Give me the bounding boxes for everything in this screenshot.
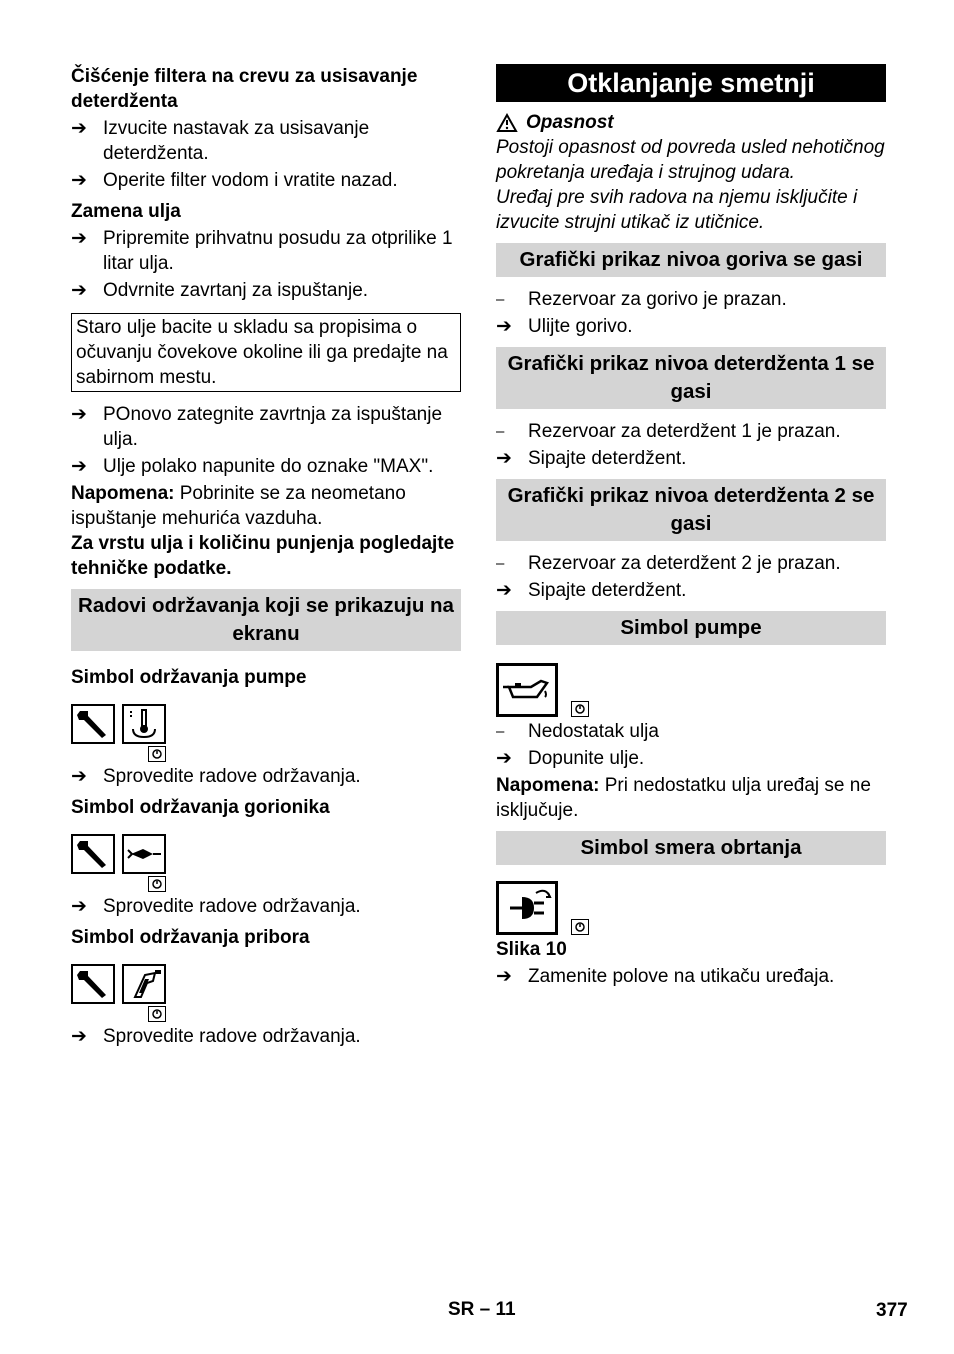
wrench-icon xyxy=(71,834,115,874)
accessory-gun-icon xyxy=(122,964,166,1004)
warning-triangle-icon xyxy=(496,113,518,133)
pump-thermometer-icon xyxy=(122,704,166,744)
maintenance-section-heading: Radovi održavanja koji se prikazuju na ekranu xyxy=(71,589,461,651)
wrench-icon xyxy=(71,964,115,1004)
list-item: – Rezervoar za deterdžent 1 je prazan. xyxy=(496,421,841,442)
list-item: ➔ Sipajte deterdžent. xyxy=(496,448,687,469)
list-item: ➔ Sprovedite radove održavanja. xyxy=(71,896,361,917)
rotation-symbol-figure xyxy=(496,881,886,935)
dash-icon: – xyxy=(496,423,505,440)
left-column xyxy=(71,64,461,1051)
list-item: ➔ Pripremite prihvatnu posudu za otprilike 1 litar ulja. xyxy=(71,228,453,274)
arrow-icon: ➔ xyxy=(496,580,512,601)
burner-maintenance-heading: Simbol održavanja gorionika xyxy=(71,797,330,818)
list-item: – Nedostatak ulja xyxy=(496,721,659,742)
list-item: ➔ Sprovedite radove održavanja. xyxy=(71,766,361,787)
list-item: ➔ Zamenite polove na utikaču uređaja. xyxy=(496,966,835,987)
accessory-maintenance-symbols xyxy=(71,964,461,1004)
danger-label: Opasnost xyxy=(526,112,614,133)
clock-icon xyxy=(148,1006,166,1022)
arrow-icon: ➔ xyxy=(71,280,87,301)
arrow-icon: ➔ xyxy=(71,456,87,477)
list-item: – Rezervoar za gorivo je prazan. xyxy=(496,289,787,310)
list-item: ➔ Sprovedite radove održavanja. xyxy=(71,1026,361,1047)
list-item: ➔ Ulijte gorivo. xyxy=(496,316,633,337)
clock-icon xyxy=(148,746,166,762)
rotation-symbol-heading: Simbol smera obrtanja xyxy=(496,831,886,865)
arrow-icon: ➔ xyxy=(496,316,512,337)
note-text: Pobrinite se za neometano ispuštanje mehurića vazduha. xyxy=(71,483,406,529)
fuel-gauge-heading: Grafički prikaz nivoa goriva se gasi xyxy=(496,243,886,277)
arrow-icon: ➔ xyxy=(71,404,87,425)
arrow-icon: ➔ xyxy=(71,896,87,917)
danger-text-1: Postoji opasnost od povreda usled nehotičnog pokretanja uređaja i strujnog udara. xyxy=(496,137,885,183)
arrow-icon: ➔ xyxy=(71,170,87,191)
pump-symbol-heading: Simbol pumpe xyxy=(496,611,886,645)
environment-note-box: Staro ulje bacite u skladu sa propisima o očuvanju čovekove okoline ili ga predajte na sabirnom mestu. xyxy=(71,313,461,392)
pump-maintenance-symbols xyxy=(71,704,461,744)
list-item: ➔ Operite filter vodom i vratite nazad. xyxy=(71,170,398,191)
list-item: ➔ POnovo zategnite zavrtnja za ispuštanje ulja. xyxy=(71,404,443,450)
pump-symbol-figure xyxy=(496,663,886,717)
figure-caption: Slika 10 xyxy=(496,939,567,960)
pump-note-paragraph xyxy=(496,773,886,823)
danger-heading xyxy=(496,110,886,135)
clock-icon xyxy=(148,876,166,892)
detergent-1-gauge-heading: Grafički prikaz nivoa deterdženta 1 se gasi xyxy=(496,347,886,409)
section-page-label: SR – 11 xyxy=(448,1299,516,1320)
arrow-icon: ➔ xyxy=(71,228,87,249)
right-column xyxy=(496,64,886,991)
list-item: ➔ Dopunite ulje. xyxy=(496,748,645,769)
plug-rotation-icon xyxy=(496,881,558,935)
arrow-icon: ➔ xyxy=(71,118,87,139)
list-item: ➔ Odvrnite zavrtanj za ispuštanje. xyxy=(71,280,369,301)
dash-icon: – xyxy=(496,723,505,740)
troubleshooting-heading: Otklanjanje smetnji xyxy=(496,64,886,102)
oil-can-icon xyxy=(496,663,558,717)
detergent-2-gauge-heading: Grafički prikaz nivoa deterdženta 2 se gasi xyxy=(496,479,886,541)
tech-data-note: Za vrstu ulja i količinu punjenja pogledajte tehničke podatke. xyxy=(71,533,455,579)
list-item: ➔ Sipajte deterdžent. xyxy=(496,580,687,601)
list-item: ➔ Izvucite nastavak za usisavanje deterdženta. xyxy=(71,118,370,164)
note-paragraph xyxy=(71,481,461,531)
list-item: – Rezervoar za deterdžent 2 je prazan. xyxy=(496,553,841,574)
accessory-maintenance-heading: Simbol održavanja pribora xyxy=(71,927,310,948)
arrow-icon: ➔ xyxy=(496,966,512,987)
arrow-icon: ➔ xyxy=(496,448,512,469)
filter-cleaning-heading: Čišćenje filtera na crevu za usisavanje deterdženta xyxy=(71,66,418,112)
clock-icon xyxy=(571,701,589,717)
note-label: Napomena: xyxy=(71,483,175,504)
page-number: 377 xyxy=(876,1300,908,1321)
list-item: ➔ Ulje polako napunite do oznake "MAX". xyxy=(71,456,434,477)
dash-icon: – xyxy=(496,555,505,572)
arrow-icon: ➔ xyxy=(71,766,87,787)
danger-text-2: Uređaj pre svih radova na njemu isključite i izvucite strujni utikač iz utičnice. xyxy=(496,187,858,233)
burner-maintenance-symbols xyxy=(71,834,461,874)
pump-maintenance-heading: Simbol održavanja pumpe xyxy=(71,667,307,688)
note-text: Pri nedostatku ulja uređaj se ne isključuje. xyxy=(496,775,871,821)
wrench-icon xyxy=(71,704,115,744)
note-label: Napomena: xyxy=(496,775,600,796)
arrow-icon: ➔ xyxy=(496,748,512,769)
clock-icon xyxy=(571,919,589,935)
arrow-icon: ➔ xyxy=(71,1026,87,1047)
dash-icon: – xyxy=(496,291,505,308)
oil-change-heading: Zamena ulja xyxy=(71,201,181,222)
burner-icon xyxy=(122,834,166,874)
